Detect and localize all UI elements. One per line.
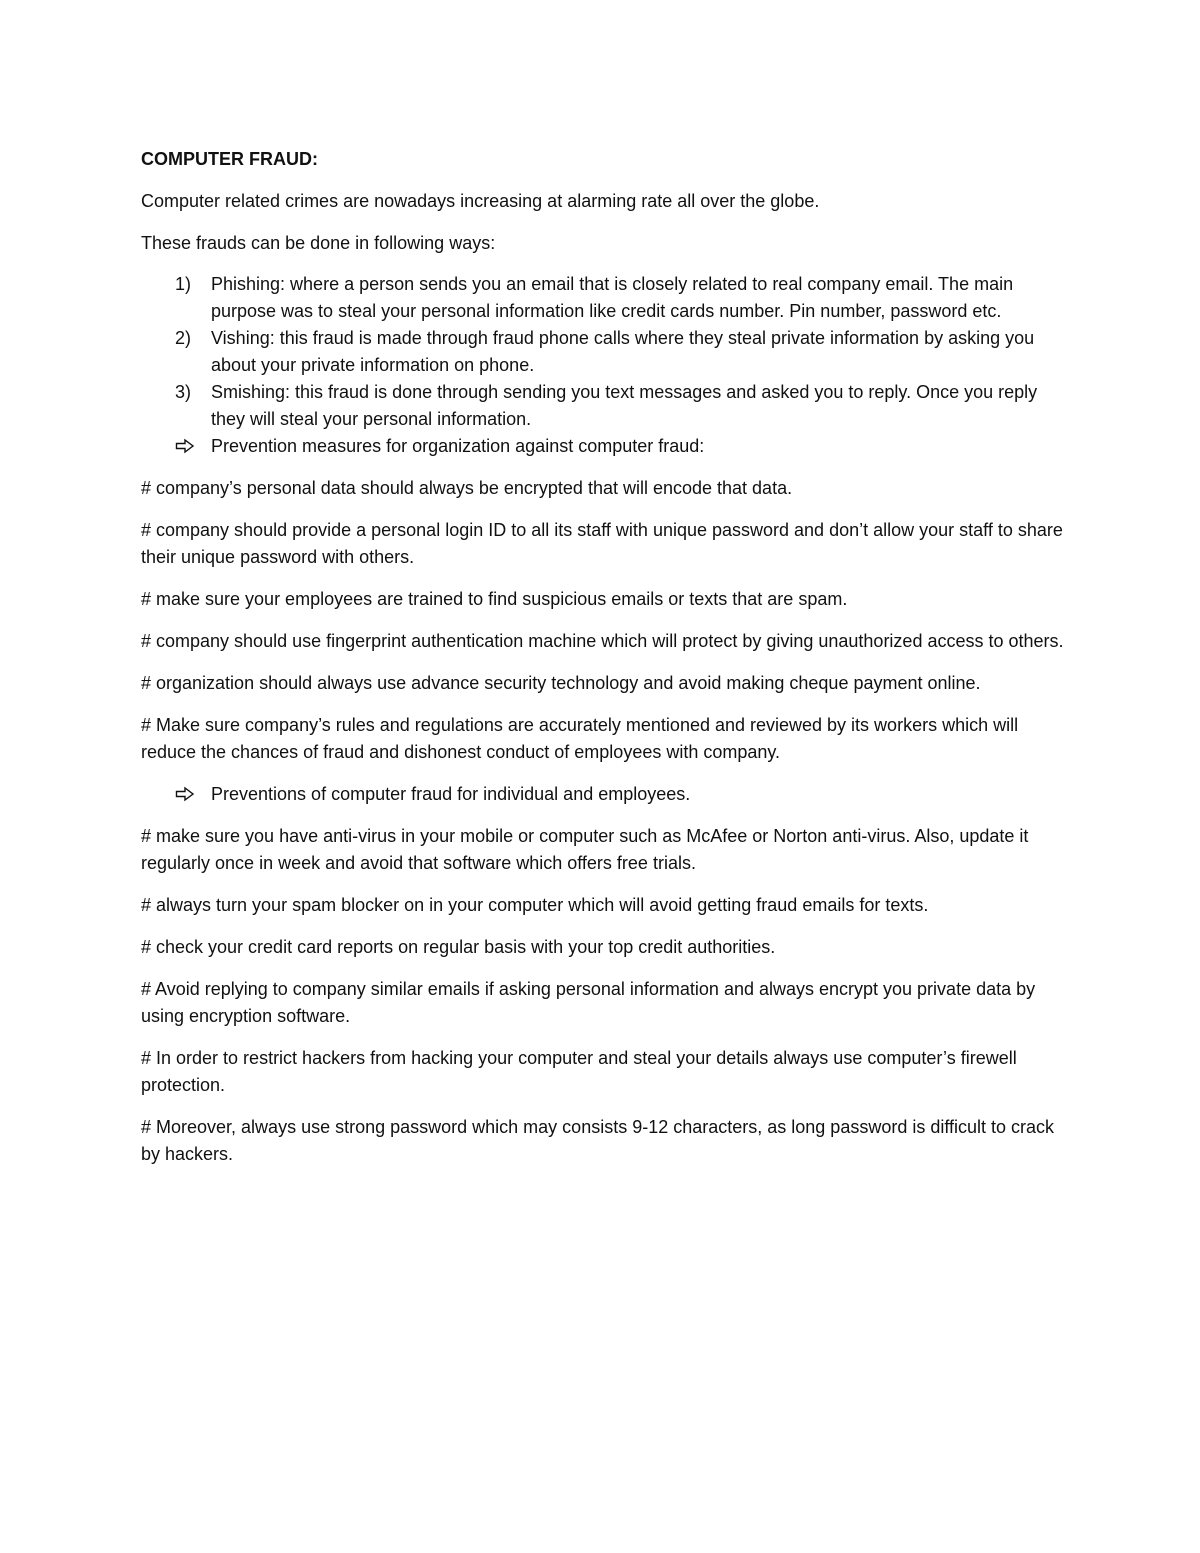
fraud-ways-list bbox=[141, 271, 1066, 433]
list-item-text: Phishing: where a person sends you an email that is closely related to real company email. The main purpose was to steal your personal information like credit cards number. Pin number, password etc. bbox=[211, 274, 1014, 321]
individual-point: # Moreover, always use strong password which may consists 9-12 characters, as long password is difficult to crack by hackers. bbox=[141, 1117, 1055, 1164]
organization-prevention-heading bbox=[141, 433, 1066, 460]
outline-right-arrow-icon bbox=[175, 438, 195, 454]
outline-right-arrow-icon bbox=[175, 786, 195, 802]
list-item bbox=[141, 271, 1066, 325]
ways-intro-paragraph: These frauds can be done in following ways: bbox=[141, 233, 496, 253]
individual-point: # In order to restrict hackers from hacking your computer and steal your details always use computer’s firewell protection. bbox=[141, 1048, 1017, 1095]
individual-prevention-heading bbox=[141, 781, 1066, 808]
organization-point: # Make sure company’s rules and regulations are accurately mentioned and reviewed by its workers which will reduce the chances of fraud and dishonest conduct of employees with company. bbox=[141, 715, 1019, 762]
heading-text: Preventions of computer fraud for individual and employees. bbox=[211, 784, 691, 804]
organization-point: # company should use fingerprint authentication machine which will protect by giving unauthorized access to others. bbox=[141, 631, 1064, 651]
individual-point: # make sure you have anti-virus in your mobile or computer such as McAfee or Norton anti-virus. Also, update it regularly once in week and avoid that software which offers free trials. bbox=[141, 826, 1029, 873]
organization-point: # organization should always use advance security technology and avoid making cheque payment online. bbox=[141, 673, 981, 693]
list-item bbox=[141, 379, 1066, 433]
document-title: COMPUTER FRAUD: bbox=[141, 149, 318, 169]
organization-point: # company should provide a personal login ID to all its staff with unique password and don’t allow your staff to share their unique password with others. bbox=[141, 520, 1063, 567]
individual-point: # Avoid replying to company similar emails if asking personal information and always encrypt you private data by using encryption software. bbox=[141, 979, 1036, 1026]
list-item-text: Vishing: this fraud is made through fraud phone calls where they steal private information by asking you about your private information on phone. bbox=[211, 328, 1035, 375]
organization-point: # company’s personal data should always be encrypted that will encode that data. bbox=[141, 478, 793, 498]
list-item-number: 3) bbox=[175, 382, 192, 402]
organization-point: # make sure your employees are trained to find suspicious emails or texts that are spam. bbox=[141, 589, 848, 609]
list-item-text: Smishing: this fraud is done through sending you text messages and asked you to reply. Once you reply they will steal your personal information. bbox=[211, 382, 1038, 429]
list-item bbox=[141, 325, 1066, 379]
individual-point: # check your credit card reports on regular basis with your top credit authorities. bbox=[141, 937, 776, 957]
individual-point: # always turn your spam blocker on in your computer which will avoid getting fraud emails for texts. bbox=[141, 895, 929, 915]
intro-paragraph: Computer related crimes are nowadays increasing at alarming rate all over the globe. bbox=[141, 191, 820, 211]
list-item-number: 1) bbox=[175, 274, 192, 294]
document-body bbox=[141, 146, 1066, 1183]
list-item-number: 2) bbox=[175, 328, 192, 348]
heading-text: Prevention measures for organization against computer fraud: bbox=[211, 436, 705, 456]
